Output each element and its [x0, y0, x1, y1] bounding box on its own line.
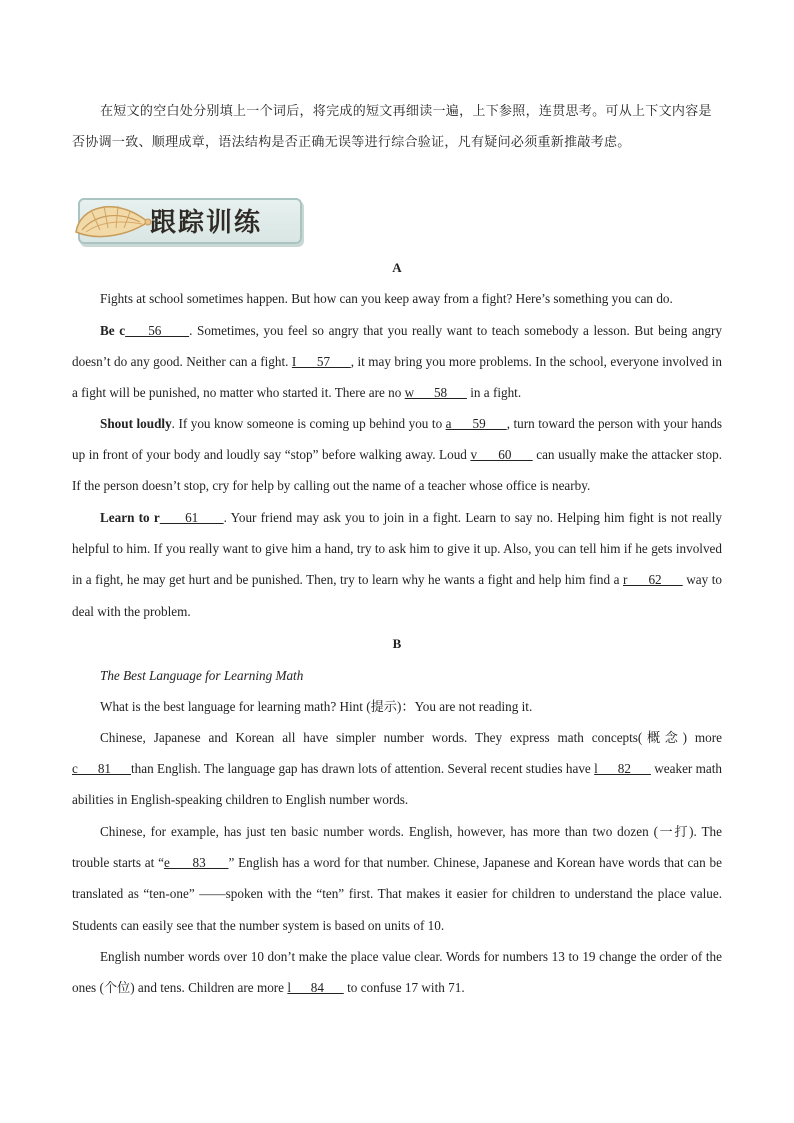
- text-segment: Chinese, Japanese and Korean all have simpler number words. They express math concepts(概念) more: [100, 730, 722, 745]
- section-a-paragraph-3: [72, 408, 722, 502]
- blank-58[interactable]: w 58: [404, 385, 467, 401]
- blank-56[interactable]: 56: [125, 323, 190, 338]
- banner-title: 跟踪训练: [150, 208, 263, 238]
- subheading-shout-loudly: Shout loudly: [100, 416, 172, 431]
- section-a-paragraph-1: Fights at school sometimes happen. But how can you keep away from a fight? Here’s something you can do.: [100, 291, 673, 306]
- blank-61[interactable]: 61: [159, 510, 224, 525]
- text-segment: . Your friend may ask you to join in a fight. Learn to say no. Helping him fight is not really helpful to him. If you really want to give him a hand, try to ask him to give it up. Also, you can tell him if he gets involved in a fight, he may get hurt and be punished. Then, try to learn why he wants a fight and help him find a: [72, 510, 723, 588]
- text-segment: in a fight.: [466, 385, 522, 401]
- section-b-label: B: [392, 636, 402, 651]
- blank-81[interactable]: c 81: [72, 761, 131, 777]
- section-a-paragraph-2: [72, 315, 722, 409]
- blank-84[interactable]: l 84: [287, 980, 344, 996]
- text-segment: than English. The language gap has drawn lots of attention. Several recent studies have: [131, 761, 595, 777]
- seashell-icon: [70, 192, 160, 250]
- section-b-paragraph-3: [72, 816, 722, 941]
- text-segment: English number words over 10 don’t make the place value clear. Words for numbers 13 to 19 change the order of the ones (个位) and tens. Children are more: [72, 949, 722, 996]
- blank-57[interactable]: I 57: [291, 354, 351, 370]
- section-b-paragraph-4: [72, 941, 722, 1003]
- section-a-paragraph-4: [72, 502, 722, 627]
- blank-59[interactable]: a 59: [445, 416, 507, 431]
- section-b-paragraph-1: What is the best language for learning math? Hint (提示)：You are not reading it.: [100, 699, 533, 714]
- text-segment: , it may bring you more problems. In the school, everyone involved in a fight will be punished, no matter who started it. There are no: [72, 354, 722, 401]
- blank-62[interactable]: r 62: [623, 572, 683, 588]
- text-segment: weaker math abilities in English-speaking children to English number words.: [72, 761, 723, 808]
- intro-paragraph: 在短文的空白处分别填上一个词后，将完成的短文再细读一遍，上下参照，连贯思考。可从上下文内容是否协调一致、顺理成章，语法结构是否正确无误等进行综合验证，凡有疑问必须重新推敲考虑。: [72, 104, 712, 150]
- text-segment: . If you know someone is coming up behind you to: [171, 416, 446, 431]
- text-segment: , turn toward the person with your hands up in front of your body and loudly say “stop” before walking away. Loud: [72, 416, 722, 463]
- blank-82[interactable]: l 82: [594, 761, 651, 777]
- subheading-learn-to-refuse: Learn to r: [100, 510, 160, 525]
- text-segment: Chinese, for example, has just ten basic number words. English, however, has more than two dozen (一打). The trouble starts at “: [72, 824, 722, 871]
- subheading-be-calm: Be c: [100, 323, 126, 338]
- text-segment: ” English has a word for that number. Chinese, Japanese and Korean have words that can be translated as “ten-one” ——spoken with the “ten” first. That makes it easier for children to understand the place value. Students can easily see that the number system is based on units of 10.: [72, 855, 722, 933]
- section-banner: [70, 192, 300, 250]
- text-segment: to confuse 17 with 71.: [343, 980, 465, 996]
- text-segment: way to deal with the problem.: [72, 572, 722, 619]
- section-b-title: The Best Language for Learning Math: [100, 668, 304, 683]
- text-segment: can usually make the attacker stop. If the person doesn’t stop, cry for help by calling out the name of a teacher whose office is nearby.: [72, 447, 722, 494]
- section-a-label: A: [392, 260, 402, 275]
- text-segment: . Sometimes, you feel so angry that you really want to teach somebody a lesson. But being angry doesn’t do any good. Neither can a fight.: [72, 323, 723, 370]
- blank-60[interactable]: v 60: [470, 447, 533, 463]
- blank-83[interactable]: e 83: [163, 855, 229, 871]
- section-b-paragraph-2: [72, 722, 722, 816]
